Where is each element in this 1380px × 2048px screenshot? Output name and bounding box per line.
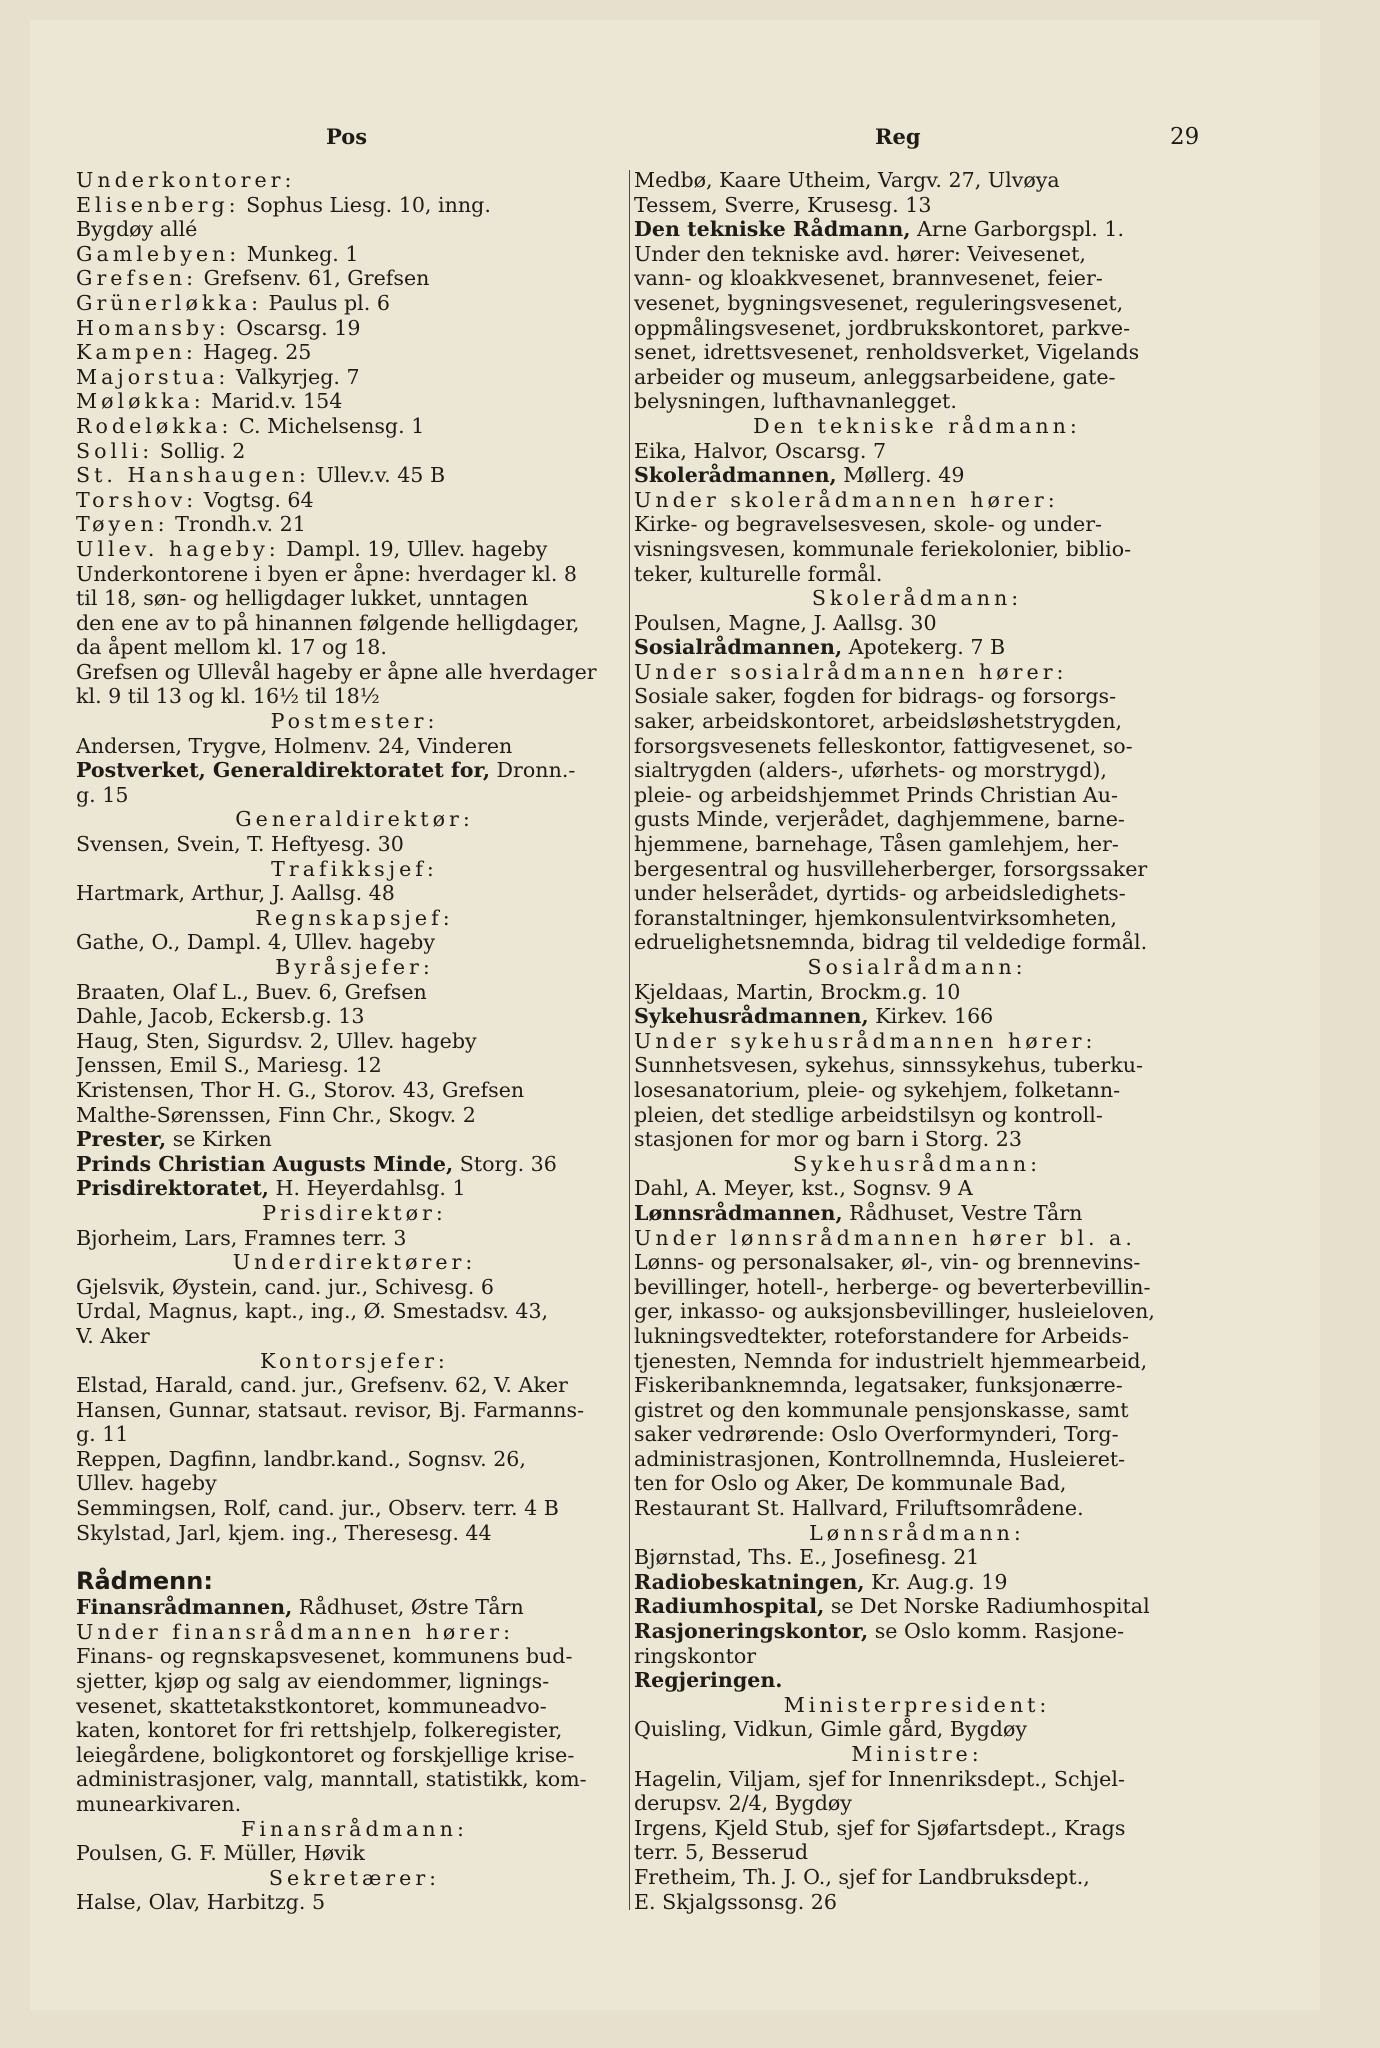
entry-name: Solli: bbox=[76, 438, 154, 463]
entry-line: Fretheim, Th. J. O., sjef for Landbruksdept., bbox=[634, 1864, 1090, 1889]
directory-page bbox=[30, 20, 1320, 2010]
entry-line: Svensen, Svein, T. Heftyesg. 30 bbox=[76, 832, 404, 857]
entry-line: Underkontorene i byen er åpne: hverdager kl. 8 bbox=[76, 561, 578, 586]
entry-line: stasjonen for mor og barn i Storg. 23 bbox=[634, 1127, 1022, 1152]
entry-line: Sunnhetsvesen, sykehus, sinnssykehus, tuberku- bbox=[634, 1053, 1143, 1078]
entry-address: Dronn.- bbox=[490, 758, 576, 783]
entry-name: Regjeringen. bbox=[634, 1668, 783, 1693]
entry-line: Urdal, Magnus, kapt., ing., Ø. Smestadsv. 43, bbox=[76, 1299, 549, 1324]
entry-heading bbox=[76, 1152, 633, 1177]
entry-line: kl. 9 til 13 og kl. 16½ til 18½ bbox=[76, 684, 380, 709]
entry-line: Gathe, O., Dampl. 4, Ullev. hageby bbox=[76, 930, 435, 955]
entry-name: Elisenberg: bbox=[76, 192, 240, 217]
entry-line: pleie- og arbeidshjemmet Prinds Christian Au- bbox=[634, 782, 1119, 807]
entry-line bbox=[76, 389, 633, 414]
entry-line: vesenet, skattetakstkontoret, kommuneadvo- bbox=[76, 1693, 547, 1718]
entry-line bbox=[76, 512, 633, 537]
entry-line: Eika, Halvor, Oscarsg. 7 bbox=[634, 438, 887, 463]
entry-heading bbox=[76, 1127, 633, 1152]
entry-line: lukningsvedtekter, roteforstandere for Arbeids- bbox=[634, 1323, 1129, 1348]
entry-line: Dahle, Jacob, Eckersb.g. 13 bbox=[76, 1004, 365, 1029]
entry-line: katen, kontoret for fri rettshjelp, folkeregister, bbox=[76, 1718, 563, 1743]
entry-name: Prester, bbox=[76, 1127, 167, 1152]
entry-line: saker vedrørende: Oslo Overformynderi, Torg- bbox=[634, 1422, 1119, 1447]
entry-address: Oscarsg. 19 bbox=[229, 315, 361, 340]
entry-address: se Det Norske Radiumhospital bbox=[824, 1594, 1150, 1619]
role-heading: Skolerådmann: bbox=[811, 586, 1023, 611]
entry-heading bbox=[76, 1176, 633, 1201]
entry-name: Rasjoneringskontor, bbox=[634, 1619, 869, 1644]
entry-line bbox=[76, 463, 633, 488]
entry-line: leiegårdene, boligkontoret og forskjellige krise- bbox=[76, 1742, 575, 1767]
entry-address: Arne Garborgspl. 1. bbox=[910, 217, 1125, 242]
entry-line: Poulsen, Magne, J. Aallsg. 30 bbox=[634, 610, 937, 635]
entry-line: pleien, det stedlige arbeidstilsyn og kontroll- bbox=[634, 1102, 1103, 1127]
entry-address: Ullev.v. 45 B bbox=[309, 463, 446, 488]
role-heading: Sekretærer: bbox=[268, 1865, 441, 1890]
entry-address: Hageg. 25 bbox=[196, 340, 312, 365]
entry-line: tjenesten, Nemnda for industrielt hjemmearbeid, bbox=[634, 1348, 1148, 1373]
entry-address: Paulus pl. 6 bbox=[262, 290, 390, 315]
entry-heading bbox=[634, 1004, 1200, 1029]
section-heading: Rådmenn: bbox=[76, 1567, 213, 1596]
entry-line: Under lønnsrådmannen hører bl. a. bbox=[634, 1225, 1136, 1250]
entry-line: Tessem, Sverre, Krusesg. 13 bbox=[634, 192, 932, 217]
entry-line: Semmingsen, Rolf, cand. jur., Observ. terr. 4 B bbox=[76, 1496, 559, 1521]
entry-name: Gamlebyen: bbox=[76, 241, 241, 266]
entry-address: se Kirken bbox=[166, 1127, 272, 1152]
entry-line: Reppen, Dagfinn, landbr.kand., Sognsv. 26, bbox=[76, 1446, 526, 1471]
entry-line: da åpent mellom kl. 17 og 18. bbox=[76, 635, 387, 660]
role-heading: Postmester: bbox=[270, 709, 439, 734]
right-column bbox=[634, 168, 1200, 1914]
entry-line: Restaurant St. Hallvard, Friluftsområdene. bbox=[634, 1496, 1084, 1521]
entry-line: Poulsen, G. F. Müller, Høvik bbox=[76, 1841, 365, 1866]
entry-line: Hartmark, Arthur, J. Aallsg. 48 bbox=[76, 881, 395, 906]
entry-name: Homansby: bbox=[76, 315, 230, 340]
entry-line: teker, kulturelle formål. bbox=[634, 561, 883, 586]
entry-line: visningsvesen, kommunale feriekolonier, biblio- bbox=[634, 536, 1132, 561]
entry-line: g. 15 bbox=[76, 782, 129, 807]
entry-line: Bjorheim, Lars, Framnes terr. 3 bbox=[76, 1225, 407, 1250]
column-divider bbox=[629, 170, 630, 1910]
entry-address: Trondh.v. 21 bbox=[168, 512, 306, 537]
entry-heading bbox=[634, 1594, 1200, 1619]
role-heading: Ministre: bbox=[851, 1742, 983, 1766]
role-heading: Finansrådmann: bbox=[241, 1816, 468, 1841]
entry-line: Fiskeribanknemnda, legatsaker, funksjonærre- bbox=[634, 1373, 1123, 1398]
entry-line: munearkivaren. bbox=[76, 1792, 242, 1816]
role-heading: Underdirektører: bbox=[232, 1250, 477, 1275]
entry-line: Underkontorer: bbox=[76, 168, 296, 192]
entry-line: E. Skjalgssonsg. 26 bbox=[634, 1889, 837, 1914]
entry-address: C. Michelsensg. 1 bbox=[232, 413, 425, 438]
entry-line: administrasjoner, valg, manntall, statistikk, kom- bbox=[76, 1767, 587, 1792]
entry-line: Gjelsvik, Øystein, cand. jur., Schivesg. 6 bbox=[76, 1274, 494, 1299]
entry-heading bbox=[76, 758, 633, 783]
entry-line: saker, arbeidskontoret, arbeidsløshetstrygden, bbox=[634, 709, 1123, 734]
running-head-left: Pos bbox=[326, 124, 368, 149]
entry-line: Braaten, Olaf L., Buev. 6, Grefsen bbox=[76, 979, 427, 1004]
entry-line: Finans- og regnskapsvesenet, kommunens bud- bbox=[76, 1644, 573, 1669]
role-heading: Trafikksjef: bbox=[271, 856, 438, 881]
entry-line: Medbø, Kaare Utheim, Vargv. 27, Ulvøya bbox=[634, 168, 1060, 192]
entry-line: derupsv. 2/4, Bygdøy bbox=[634, 1791, 852, 1816]
entry-line bbox=[76, 291, 633, 316]
entry-line: gusts Minde, verjerådet, daghjemmene, barne- bbox=[634, 807, 1125, 832]
entry-heading bbox=[634, 1570, 1200, 1595]
entry-name: Rodeløkka: bbox=[76, 413, 233, 438]
entry-line: Under den tekniske avd. hører: Veivesenet, bbox=[634, 241, 1086, 266]
entry-line: Irgens, Kjeld Stub, sjef for Sjøfartsdept., Krags bbox=[634, 1815, 1126, 1840]
entry-address: Rådhuset, Vestre Tårn bbox=[842, 1200, 1083, 1225]
entry-address: Dampl. 19, Ullev. hageby bbox=[279, 536, 548, 561]
entry-address: Munkeg. 1 bbox=[240, 241, 359, 266]
entry-name: Tøyen: bbox=[76, 512, 169, 537]
entry-name: St. Hanshaugen: bbox=[76, 463, 310, 488]
entry-line: Hagelin, Viljam, sjef for Innenriksdept., Schjel- bbox=[634, 1766, 1125, 1791]
entry-address: Sophus Liesg. 10, inng. bbox=[239, 192, 491, 217]
entry-heading bbox=[634, 217, 1200, 242]
entry-name: Prisdirektoratet, bbox=[76, 1176, 269, 1201]
entry-address: Sollig. 2 bbox=[153, 438, 246, 463]
entry-address: Kr. Aug.g. 19 bbox=[864, 1569, 1008, 1594]
entry-line: Lønns- og personalsaker, øl-, vin- og brennevins- bbox=[634, 1250, 1141, 1275]
role-heading: Generaldirektør: bbox=[235, 807, 474, 832]
spacer bbox=[76, 1545, 633, 1567]
entry-address: Kirkev. 166 bbox=[868, 1004, 994, 1029]
entry-line: Halse, Olav, Harbitzg. 5 bbox=[76, 1890, 326, 1915]
entry-address: se Oslo komm. Rasjone- bbox=[868, 1619, 1125, 1644]
role-heading: Sosialrådmann: bbox=[807, 955, 1027, 979]
entry-address: Grefsenv. 61, Grefsen bbox=[197, 266, 430, 291]
entry-address: Apotekerg. 7 B bbox=[842, 635, 1006, 660]
entry-line: Kjeldaas, Martin, Brockm.g. 10 bbox=[634, 979, 961, 1004]
entry-line: Under finansrådmannen hører: bbox=[76, 1619, 515, 1644]
page-number: 29 bbox=[1170, 124, 1200, 150]
entry-line bbox=[76, 266, 633, 291]
entry-line bbox=[76, 193, 633, 218]
entry-name: Ullev. hageby: bbox=[76, 536, 280, 561]
entry-line: Jenssen, Emil S., Mariesg. 12 bbox=[76, 1053, 382, 1078]
entry-line bbox=[76, 340, 633, 365]
entry-name: Sykehusrådmannen, bbox=[634, 1004, 869, 1029]
entry-line bbox=[76, 488, 633, 513]
entry-line: Under sosialrådmannen hører: bbox=[634, 659, 1068, 684]
entry-line: edruelighetsnemnda, bidrag til veldedige formål. bbox=[634, 930, 1148, 955]
entry-address: Møllerg. 49 bbox=[836, 463, 965, 488]
entry-line: bevillinger, hotell-, herberge- og beverterbevillin- bbox=[634, 1274, 1151, 1299]
entry-line: Kristensen, Thor H. G., Storov. 43, Grefsen bbox=[76, 1077, 525, 1102]
entry-line: losesanatorium, pleie- og sykehjem, folketann- bbox=[634, 1077, 1121, 1102]
entry-line: sjetter, kjøp og salg av eiendommer, lignings- bbox=[76, 1669, 550, 1694]
entry-line: senet, idrettsvesenet, renholdsverket, Vigelands bbox=[634, 340, 1140, 365]
role-heading: Sykehusrådmann: bbox=[792, 1151, 1042, 1176]
entry-line: til 18, søn- og helligdager lukket, unntagen bbox=[76, 586, 529, 611]
entry-line bbox=[76, 414, 633, 439]
entry-line: Bjørnstad, Ths. E., Josefinesg. 21 bbox=[634, 1545, 980, 1570]
entry-name: Grefsen: bbox=[76, 266, 198, 291]
entry-name: Møløkka: bbox=[76, 389, 205, 414]
entry-line: vesenet, bygningsvesenet, reguleringsvesenet, bbox=[634, 290, 1124, 315]
entry-heading bbox=[634, 1201, 1200, 1226]
entry-line: bergesentral og husvilleherberger, forsorgssaker bbox=[634, 856, 1148, 881]
entry-name: Majorstua: bbox=[76, 364, 230, 389]
role-heading: Regnskapsjef: bbox=[255, 905, 454, 930]
entry-line: hjemmene, barnehage, Tåsen gamlehjem, her- bbox=[634, 832, 1119, 857]
entry-line: forsorgsvesenets felleskontor, fattigvesenet, so- bbox=[634, 733, 1133, 758]
entry-line bbox=[76, 365, 633, 390]
entry-name: Prinds Christian Augusts Minde, bbox=[76, 1151, 454, 1176]
entry-line bbox=[76, 242, 633, 267]
role-heading: Ministerpresident: bbox=[783, 1692, 1051, 1717]
entry-line: ten for Oslo og Aker, De kommunale Bad, bbox=[634, 1471, 1067, 1496]
entry-name: Kampen: bbox=[76, 340, 197, 365]
entry-line: Elstad, Harald, cand. jur., Grefsenv. 62, V. Aker bbox=[76, 1373, 568, 1398]
entry-line: Ullev. hageby bbox=[76, 1471, 217, 1496]
entry-name: Finansrådmannen, bbox=[76, 1595, 293, 1620]
entry-name: Sosialrådmannen, bbox=[634, 635, 843, 660]
role-heading: Den tekniske rådmann: bbox=[753, 413, 1081, 438]
entry-name: Den tekniske Rådmann, bbox=[634, 217, 911, 242]
entry-line: Haug, Sten, Sigurdsv. 2, Ullev. hageby bbox=[76, 1028, 477, 1053]
entry-line: Kirke- og begravelsesvesen, skole- og under- bbox=[634, 512, 1103, 537]
entry-heading bbox=[634, 1619, 1200, 1644]
role-heading: Prisdirektør: bbox=[262, 1200, 447, 1225]
role-heading: Lønnsrådmann: bbox=[809, 1520, 1025, 1545]
entry-heading bbox=[76, 1595, 633, 1620]
entry-line: g. 11 bbox=[76, 1422, 129, 1447]
entry-line: Under skolerådmannen hører: bbox=[634, 487, 1059, 512]
entry-line: ger, inkasso- og auksjonsbevillinger, husleieloven, bbox=[634, 1299, 1155, 1324]
entry-line: foranstaltninger, hjemkonsulentvirksomheten, bbox=[634, 905, 1117, 930]
entry-line: terr. 5, Besserud bbox=[634, 1840, 809, 1865]
entry-address: Rådhuset, Østre Tårn bbox=[292, 1595, 524, 1620]
entry-line: V. Aker bbox=[76, 1323, 150, 1348]
entry-line: Andersen, Trygve, Holmenv. 24, Vinderen bbox=[76, 733, 513, 758]
entry-name: Grünerløkka: bbox=[76, 290, 263, 315]
entry-line: Dahl, A. Meyer, kst., Sognsv. 9 A bbox=[634, 1176, 973, 1201]
entry-line: gistret og den kommunale pensjonskasse, samt bbox=[634, 1397, 1129, 1422]
role-heading: Kontorsjefer: bbox=[260, 1348, 449, 1373]
entry-name: Radiobeskatningen, bbox=[634, 1569, 865, 1594]
entry-name: Skolerådmannen, bbox=[634, 463, 837, 488]
entry-address: Valkyrjeg. 7 bbox=[229, 364, 360, 389]
entry-name: Torshov: bbox=[76, 487, 198, 512]
entry-line: belysningen, lufthavnanlegget. bbox=[634, 389, 957, 414]
entry-line: Sosiale saker, fogden for bidrags- og forsorgs- bbox=[634, 684, 1117, 709]
entry-line: oppmålingsvesenet, jordbrukskontoret, parkve- bbox=[634, 315, 1131, 340]
entry-line: arbeider og museum, anleggsarbeidene, gate- bbox=[634, 364, 1116, 389]
entry-heading bbox=[634, 463, 1200, 488]
entry-line bbox=[76, 537, 633, 562]
entry-line: Malthe-Sørenssen, Finn Chr., Skogv. 2 bbox=[76, 1102, 476, 1127]
running-head-right: Reg bbox=[875, 124, 921, 149]
entry-line: Hansen, Gunnar, statsaut. revisor, Bj. Farmanns- bbox=[76, 1397, 585, 1422]
entry-line: ringskontor bbox=[634, 1643, 757, 1668]
entry-heading bbox=[634, 1668, 1200, 1693]
entry-line: Bygdøy allé bbox=[76, 217, 198, 242]
entry-address: Vogtsg. 64 bbox=[197, 487, 314, 512]
entry-line: administrasjonen, Kontrollnemnda, Husleieret- bbox=[634, 1446, 1126, 1471]
entry-address: H. Heyerdahlsg. 1 bbox=[268, 1176, 466, 1201]
entry-name: Lønnsrådmannen, bbox=[634, 1200, 843, 1225]
entry-line: Under sykehusrådmannen hører: bbox=[634, 1028, 1097, 1053]
entry-line: Skylstad, Jarl, kjem. ing., Theresesg. 44 bbox=[76, 1520, 492, 1545]
role-heading: Byråsjefer: bbox=[275, 955, 434, 979]
entry-name: Postverket, Generaldirektoratet for, bbox=[76, 758, 490, 783]
entry-line: den ene av to på hinannen følgende helligdager, bbox=[76, 610, 580, 635]
entry-line bbox=[76, 439, 633, 464]
entry-address: Marid.v. 154 bbox=[204, 389, 343, 414]
entry-line: vann- og kloakkvesenet, brannvesenet, feier- bbox=[634, 266, 1103, 291]
entry-line: under helserådet, dyrtids- og arbeidsledighets- bbox=[634, 881, 1126, 906]
entry-name: Radiumhospital, bbox=[634, 1594, 825, 1619]
entry-address: Storg. 36 bbox=[453, 1151, 557, 1176]
entry-line: Quisling, Vidkun, Gimle gård, Bygdøy bbox=[634, 1717, 1028, 1742]
entry-line: sialtrygden (alders-, uførhets- og morstrygd), bbox=[634, 758, 1107, 783]
entry-heading bbox=[634, 635, 1200, 660]
entry-line: Grefsen og Ullevål hageby er åpne alle hverdager bbox=[76, 659, 597, 684]
left-column bbox=[76, 168, 633, 1915]
entry-line bbox=[76, 316, 633, 341]
